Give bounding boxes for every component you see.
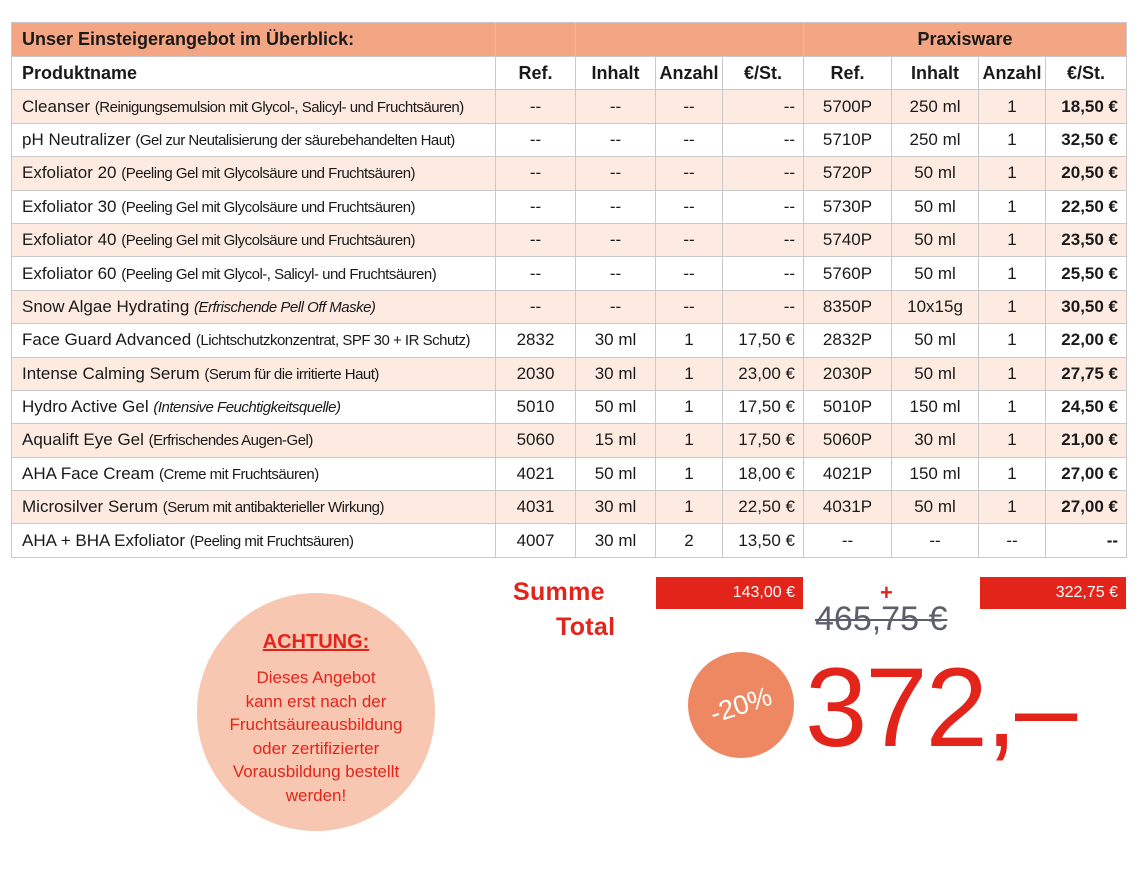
product-description: (Intensive Feuchtigkeitsquelle) <box>153 399 341 417</box>
praxis-anzahl-cell: 1 <box>979 491 1046 524</box>
notice-text <box>212 666 420 807</box>
product-name: Microsilver Serum <box>22 497 159 517</box>
product-cell <box>12 390 496 423</box>
product-description: (Gel zur Neutalisierung der säurebehandelten Haut) <box>135 131 455 149</box>
anzahl-cell: 1 <box>656 424 723 457</box>
section-praxisware: Praxisware <box>804 23 1127 57</box>
inhalt-cell: -- <box>576 190 656 223</box>
price-cell: -- <box>723 290 804 323</box>
price-cell: 22,50 € <box>723 491 804 524</box>
plus-sign: + <box>880 580 893 605</box>
col-header-anzahl: Anzahl <box>656 57 723 90</box>
table-row <box>12 390 1127 423</box>
praxis-price-cell: 30,50 € <box>1046 290 1127 323</box>
praxis-ref-cell: -- <box>804 524 892 557</box>
praxis-ref-cell: 4031P <box>804 491 892 524</box>
notice-line: Dieses Angebot <box>256 668 376 687</box>
table-row <box>12 491 1127 524</box>
praxis-ref-cell: 4021P <box>804 457 892 490</box>
ref-cell: 5060 <box>496 424 576 457</box>
product-name: Snow Algae Hydrating <box>22 296 190 316</box>
table-row <box>12 190 1127 223</box>
header-blank <box>496 23 576 57</box>
praxis-anzahl-cell: 1 <box>979 457 1046 490</box>
product-cell <box>12 223 496 256</box>
ref-cell: 5010 <box>496 390 576 423</box>
praxis-inhalt-cell: 50 ml <box>892 223 979 256</box>
inhalt-cell: -- <box>576 257 656 290</box>
praxis-price-cell: 24,50 € <box>1046 390 1127 423</box>
notice-line: kann erst nach der <box>245 691 387 711</box>
price-cell: -- <box>723 190 804 223</box>
price-cell: 17,50 € <box>723 324 804 357</box>
ref-cell: 4031 <box>496 491 576 524</box>
praxis-ref-cell: 5760P <box>804 257 892 290</box>
praxis-anzahl-cell: 1 <box>979 190 1046 223</box>
price-cell: 23,00 € <box>723 357 804 390</box>
praxis-anzahl-cell: 1 <box>979 424 1046 457</box>
anzahl-cell: -- <box>656 123 723 156</box>
table-row <box>12 157 1127 190</box>
praxis-inhalt-cell: 250 ml <box>892 90 979 123</box>
product-cell <box>12 491 496 524</box>
praxis-anzahl-cell: 1 <box>979 157 1046 190</box>
praxis-price-cell: 21,00 € <box>1046 424 1127 457</box>
inhalt-cell: 15 ml <box>576 424 656 457</box>
product-cell <box>12 357 496 390</box>
praxis-ref-cell: 2030P <box>804 357 892 390</box>
table-title-row <box>12 23 1127 57</box>
inhalt-cell: 50 ml <box>576 457 656 490</box>
praxis-inhalt-cell: 50 ml <box>892 157 979 190</box>
offer-table <box>11 22 1127 558</box>
inhalt-cell: 30 ml <box>576 357 656 390</box>
anzahl-cell: -- <box>656 157 723 190</box>
anzahl-cell: -- <box>656 290 723 323</box>
product-description: (Creme mit Fruchtsäuren) <box>159 465 319 483</box>
product-description: (Peeling Gel mit Glycolsäure und Fruchtsäuren) <box>121 165 416 183</box>
discount-badge <box>688 652 794 758</box>
inhalt-cell: -- <box>576 223 656 256</box>
product-cell <box>12 257 496 290</box>
table-row <box>12 524 1127 557</box>
product-cell <box>12 457 496 490</box>
anzahl-cell: -- <box>656 223 723 256</box>
praxis-inhalt-cell: 50 ml <box>892 190 979 223</box>
product-cell <box>12 290 496 323</box>
discount-label: -20% <box>706 680 776 730</box>
praxis-ref-cell: 5720P <box>804 157 892 190</box>
product-name: pH Neutralizer <box>22 129 131 149</box>
praxis-ref-cell: 5710P <box>804 123 892 156</box>
praxis-price-cell: 27,00 € <box>1046 491 1127 524</box>
product-cell <box>12 324 496 357</box>
product-name: Exfoliator 60 <box>22 263 117 283</box>
product-description: (Serum mit antibakterieller Wirkung) <box>162 499 384 517</box>
product-name: Exfoliator 30 <box>22 196 117 216</box>
product-description: (Peeling Gel mit Glycolsäure und Fruchtsäuren) <box>121 198 416 216</box>
ref-cell: -- <box>496 90 576 123</box>
product-name: AHA Face Cream <box>22 463 155 483</box>
ref-cell: -- <box>496 290 576 323</box>
col-header-produktname: Produktname <box>12 57 496 90</box>
price-cell: -- <box>723 90 804 123</box>
ref-cell: 2030 <box>496 357 576 390</box>
product-description: (Lichtschutzkonzentrat, SPF 30 + IR Schutz) <box>195 332 470 350</box>
ref-cell: 4007 <box>496 524 576 557</box>
product-description: (Erfrischende Pell Off Maske) <box>194 298 376 316</box>
price-cell: -- <box>723 257 804 290</box>
praxis-inhalt-cell: 10x15g <box>892 290 979 323</box>
praxis-anzahl-cell: 1 <box>979 357 1046 390</box>
praxis-inhalt-cell: 150 ml <box>892 390 979 423</box>
praxis-inhalt-cell: 30 ml <box>892 424 979 457</box>
header-blank <box>576 23 804 57</box>
praxis-ref-cell: 5010P <box>804 390 892 423</box>
praxis-inhalt-cell: 250 ml <box>892 123 979 156</box>
product-cell <box>12 157 496 190</box>
praxis-price-cell: 20,50 € <box>1046 157 1127 190</box>
table-title: Unser Einsteigerangebot im Überblick: <box>12 23 496 57</box>
inhalt-cell: 30 ml <box>576 524 656 557</box>
product-description: (Peeling Gel mit Glycol-, Salicyl- und Fruchtsäuren) <box>121 265 437 283</box>
old-price: 465,75 € <box>815 600 948 638</box>
product-cell <box>12 190 496 223</box>
notice-title: ACHTUNG: <box>262 631 370 653</box>
ref-cell: -- <box>496 123 576 156</box>
praxis-anzahl-cell: 1 <box>979 123 1046 156</box>
product-name: Exfoliator 40 <box>22 230 117 250</box>
praxis-ref-cell: 5740P <box>804 223 892 256</box>
inhalt-cell: -- <box>576 90 656 123</box>
praxis-anzahl-cell: 1 <box>979 290 1046 323</box>
product-description: (Erfrischendes Augen-Gel) <box>148 432 313 450</box>
praxis-inhalt-cell: 50 ml <box>892 324 979 357</box>
price-cell: 18,00 € <box>723 457 804 490</box>
ref-cell: -- <box>496 223 576 256</box>
praxis-ref-cell: 5700P <box>804 90 892 123</box>
praxis-price-cell: 27,75 € <box>1046 357 1127 390</box>
praxis-anzahl-cell: 1 <box>979 324 1046 357</box>
product-name: Face Guard Advanced <box>22 330 192 350</box>
inhalt-cell: 30 ml <box>576 324 656 357</box>
praxis-anzahl-cell: 1 <box>979 90 1046 123</box>
product-cell <box>12 424 496 457</box>
inhalt-cell: -- <box>576 157 656 190</box>
praxis-inhalt-cell: 150 ml <box>892 457 979 490</box>
col-header-praxis-anzahl: Anzahl <box>979 57 1046 90</box>
ref-cell: -- <box>496 257 576 290</box>
praxis-inhalt-cell: 50 ml <box>892 357 979 390</box>
praxis-ref-cell: 2832P <box>804 324 892 357</box>
praxis-ref-cell: 5060P <box>804 424 892 457</box>
praxis-inhalt-cell: 50 ml <box>892 257 979 290</box>
table-row <box>12 90 1127 123</box>
anzahl-cell: 1 <box>656 491 723 524</box>
col-header-preis: €/St. <box>723 57 804 90</box>
praxis-ref-cell: 5730P <box>804 190 892 223</box>
col-header-ref: Ref. <box>496 57 576 90</box>
product-cell <box>12 123 496 156</box>
table-row <box>12 324 1127 357</box>
praxis-price-cell: 23,50 € <box>1046 223 1127 256</box>
col-header-inhalt: Inhalt <box>576 57 656 90</box>
praxis-price-cell: 27,00 € <box>1046 457 1127 490</box>
anzahl-cell: -- <box>656 90 723 123</box>
praxis-anzahl-cell: 1 <box>979 257 1046 290</box>
inhalt-cell: 50 ml <box>576 390 656 423</box>
product-description: (Serum für die irritierte Haut) <box>204 365 379 383</box>
anzahl-cell: 1 <box>656 457 723 490</box>
notice-circle <box>197 593 435 831</box>
column-header-row <box>12 57 1127 90</box>
col-header-praxis-inhalt: Inhalt <box>892 57 979 90</box>
product-cell <box>12 90 496 123</box>
total-label: Total <box>556 613 616 641</box>
praxis-anzahl-cell: -- <box>979 524 1046 557</box>
praxis-inhalt-cell: -- <box>892 524 979 557</box>
praxis-price-cell: 18,50 € <box>1046 90 1127 123</box>
col-header-praxis-ref: Ref. <box>804 57 892 90</box>
praxis-ref-cell: 8350P <box>804 290 892 323</box>
ref-cell: 2832 <box>496 324 576 357</box>
price-cell: 17,50 € <box>723 390 804 423</box>
inhalt-cell: -- <box>576 290 656 323</box>
notice-line: Vorausbildung bestellt <box>232 762 400 781</box>
anzahl-cell: 1 <box>656 390 723 423</box>
table-row <box>12 290 1127 323</box>
table-row <box>12 457 1127 490</box>
table-row <box>12 223 1127 256</box>
anzahl-cell: 2 <box>656 524 723 557</box>
product-name: AHA + BHA Exfoliator <box>22 530 185 550</box>
sum-standard: 143,00 € <box>656 577 803 609</box>
anzahl-cell: -- <box>656 190 723 223</box>
product-name: Hydro Active Gel <box>22 397 149 417</box>
summe-label: Summe <box>513 578 605 606</box>
col-header-praxis-preis: €/St. <box>1046 57 1127 90</box>
inhalt-cell: 30 ml <box>576 491 656 524</box>
inhalt-cell: -- <box>576 123 656 156</box>
praxis-price-cell: 32,50 € <box>1046 123 1127 156</box>
sum-praxisware: 322,75 € <box>980 577 1126 609</box>
ref-cell: 4021 <box>496 457 576 490</box>
notice-line: oder zertifizierter <box>252 738 380 758</box>
notice-line: werden! <box>285 785 347 805</box>
product-cell <box>12 524 496 557</box>
praxis-anzahl-cell: 1 <box>979 390 1046 423</box>
table-row <box>12 357 1127 390</box>
new-price: 372,– <box>805 645 1076 770</box>
ref-cell: -- <box>496 157 576 190</box>
ref-cell: -- <box>496 190 576 223</box>
product-name: Aqualift Eye Gel <box>22 430 144 450</box>
product-name: Cleanser <box>22 96 91 116</box>
product-name: Intense Calming Serum <box>22 363 200 383</box>
praxis-price-cell: 22,50 € <box>1046 190 1127 223</box>
table-row <box>12 257 1127 290</box>
praxis-price-cell: 25,50 € <box>1046 257 1127 290</box>
product-description: (Peeling mit Fruchtsäuren) <box>189 532 354 550</box>
praxis-anzahl-cell: 1 <box>979 223 1046 256</box>
table-row <box>12 424 1127 457</box>
notice-line: Fruchtsäureausbildung <box>229 715 403 734</box>
price-cell: -- <box>723 123 804 156</box>
anzahl-cell: 1 <box>656 357 723 390</box>
product-description: (Reinigungsemulsion mit Glycol-, Salicyl- und Fruchtsäuren) <box>94 98 464 116</box>
product-description: (Peeling Gel mit Glycolsäure und Fruchtsäuren) <box>121 232 416 250</box>
anzahl-cell: -- <box>656 257 723 290</box>
praxis-price-cell: -- <box>1046 524 1127 557</box>
anzahl-cell: 1 <box>656 324 723 357</box>
price-cell: -- <box>723 223 804 256</box>
praxis-price-cell: 22,00 € <box>1046 324 1127 357</box>
product-name: Exfoliator 20 <box>22 163 117 183</box>
praxis-inhalt-cell: 50 ml <box>892 491 979 524</box>
table-row <box>12 123 1127 156</box>
price-cell: 17,50 € <box>723 424 804 457</box>
price-cell: 13,50 € <box>723 524 804 557</box>
price-cell: -- <box>723 157 804 190</box>
